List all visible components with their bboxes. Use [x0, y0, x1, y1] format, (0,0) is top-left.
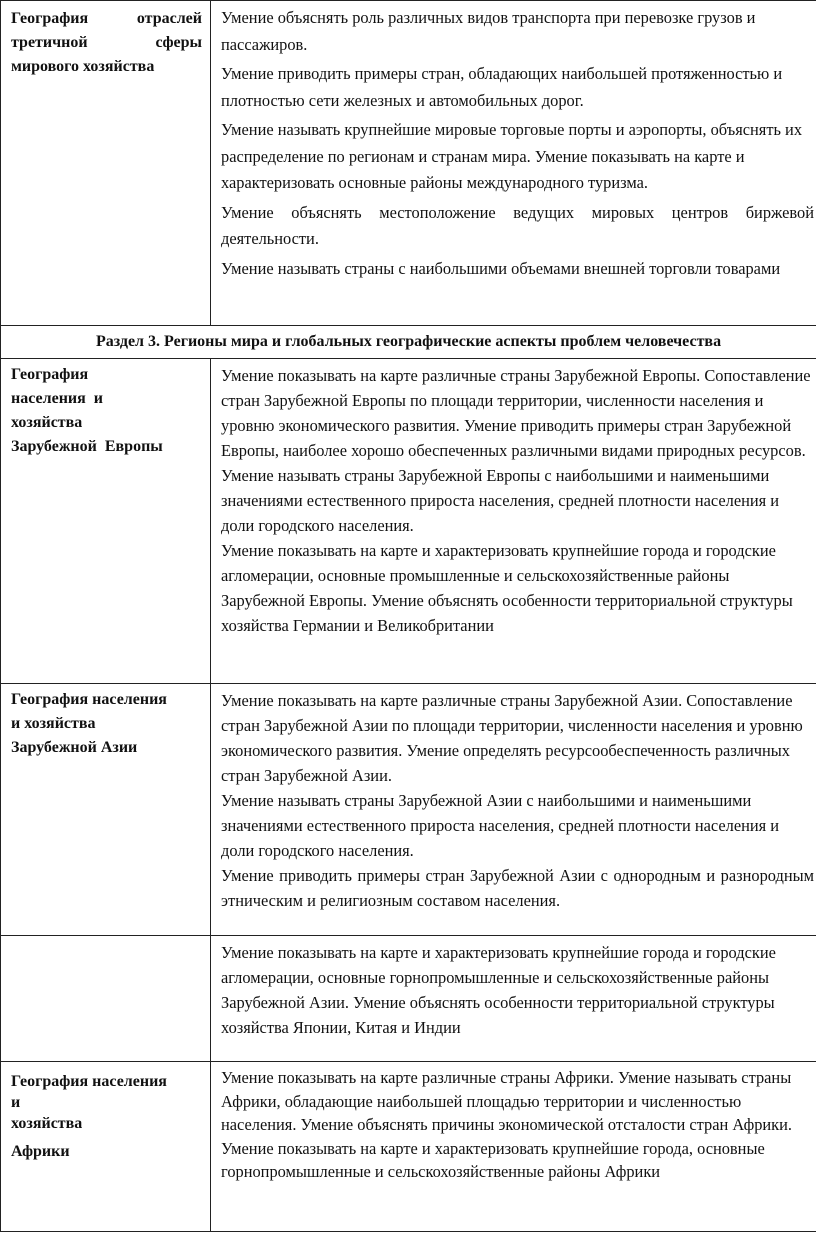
skill-paragraph: Умение показывать на карте и характеризовать крупнейшие города и городские агломерации, основные горнопромышленные и сельскохозяйственные районы Зарубежной Азии. Умение объяснять особенности территориальной структуры хозяйства Японии, Китая и Индии [221, 943, 776, 1037]
topic-line: и [11, 1094, 21, 1111]
skill-paragraph: Умение показывать на карте и характеризовать крупнейшие города, основные горнопромышленные и сельскохозяйственные районы Африки [221, 1138, 765, 1181]
topic-line: География населения [11, 691, 167, 708]
skill-paragraph: Умение называть страны с наибольшими объемами внешней торговли товарами [221, 258, 781, 278]
topic-cell [1, 936, 211, 1062]
topic-line: хозяйства [11, 1115, 83, 1132]
table-row [1, 684, 816, 936]
table-row [1, 1062, 816, 1232]
skill-paragraph: Умение показывать на карте и характеризовать крупнейшие города и городские агломерации, основные промышленные и сельскохозяйственные районы Зарубежной Европы. Умение объяснять особенности территориальной структуры хозяйства Германии и Великобритании [221, 541, 793, 635]
topic-cell [1, 684, 211, 936]
table-row [1, 1, 816, 326]
topic-cell [1, 1, 211, 326]
skill-paragraph: Умение показывать на карте различные страны Зарубежной Азии. Сопоставление стран Зарубежной Азии по площади территории, численности населения и уровню экономического развития. Умение определять ресурсообеспеченность различных стран Зарубежной Азии. [221, 691, 803, 785]
topic-line: и хозяйства [11, 715, 96, 732]
skills-cell [211, 359, 816, 684]
topic-cell [1, 359, 211, 684]
skills-cell [211, 1062, 816, 1232]
topic-line: населения и [11, 390, 104, 407]
table-row [1, 326, 816, 359]
table-row [1, 359, 816, 684]
topic-line: География населения [11, 1073, 167, 1090]
skills-cell [211, 936, 816, 1062]
topic-line: третичной сферы [11, 34, 202, 51]
table-row [1, 936, 816, 1062]
topic-line: хозяйства [11, 414, 83, 431]
topic-cell [1, 1062, 211, 1232]
skills-cell [211, 1, 816, 326]
skill-paragraph: Умение объяснять роль различных видов транспорта при перевозке грузов и пассажиров. [221, 8, 756, 54]
skill-paragraph: Умение объяснять местоположение ведущих мировых центров биржевой деятельности. [221, 202, 814, 248]
skill-paragraph: Умение приводить примеры стран Зарубежной Азии с однородным и разнородным этническим и религиозным составом населения. [221, 866, 814, 910]
skill-paragraph: Умение показывать на карте различные страны Африки. Умение называть страны Африки, обладающие наибольшей площадью территории и численностью населения. Умение объяснять причины экономической отсталости стран Африки. [221, 1068, 793, 1134]
topic-line: Зарубежной Европы [11, 438, 163, 455]
section-heading: Раздел 3. Регионы мира и глобальных географические аспекты проблем человечества [1, 326, 816, 359]
topic-line: География отраслей [11, 10, 202, 27]
skill-paragraph: Умение называть страны Зарубежной Азии с наибольшими и наименьшими значениями естественного прироста населения, средней плотности населения и доли городского населения. [221, 791, 780, 860]
skill-paragraph: Умение называть крупнейшие мировые торговые порты и аэропорты, объяснять их распределение по регионам и странам мира. Умение показывать на карте и характеризовать основные районы международного туризма. [221, 120, 803, 192]
skill-paragraph: Умение показывать на карте различные страны Зарубежной Европы. Сопоставление стран Зарубежной Европы по площади территории, численности населения и уровню экономического развития. Умение приводить примеры стран Зарубежной Европы, наиболее хорошо обеспеченных различными видами природных ресурсов. Умение называть страны Зарубежной Европы с наибольшими и наименьшими значениями естественного прироста населения, средней плотности населения и доли городского населения. [221, 366, 811, 535]
topic-line: мирового хозяйства [11, 58, 155, 75]
skill-paragraph: Умение приводить примеры стран, обладающих наибольшей протяженностью и плотностью сети железных и автомобильных дорог. [221, 64, 783, 110]
topic-line: Африки [11, 1143, 70, 1160]
topic-line: Зарубежной Азии [11, 739, 138, 756]
topic-line: География [11, 366, 89, 383]
skills-cell [211, 684, 816, 936]
